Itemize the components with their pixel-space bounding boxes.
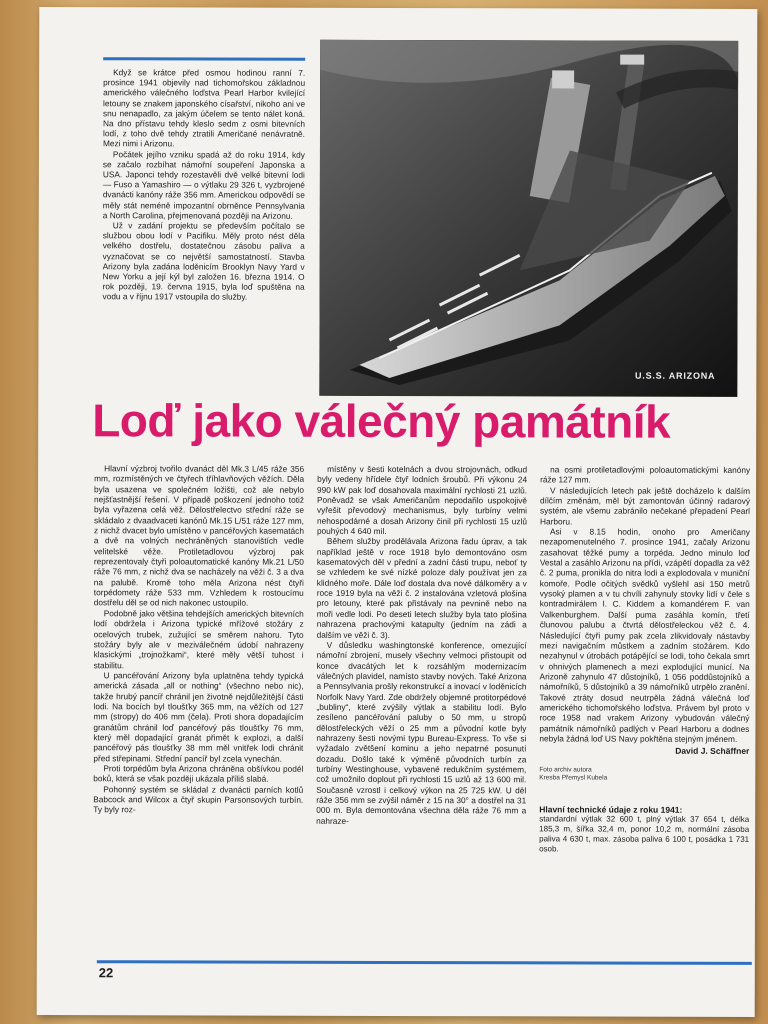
intro-paragraph: Už v zadání projektu se především počítalo se službou obou lodí v Pacifiku. Měly proto nést děla velkého dostřelu, dostatečnou zásobu paliva a vyznačovat se co největší samostatností. Stavba Arizony byla zadána loděnicím Brooklyn Navy Yard v New Yorku a její kýl byl založen 16. března 1914. O rok později, 19. června 1915, byla loď spuštěna na vodu a v říjnu 1917 vstoupila do služby.: [102, 220, 305, 303]
paragraph: V důsledku washingtonské konference, omezující námořní zbrojení, musely všechny velmoci přistoupit od konce dvacátých let k rozsáhlým modernizacím válečných plavidel, namísto stavby nových. Také Arizona a Pennsylvania prošly rekonstrukcí a inovací v loděnicích Norfolk Navy Yard. Zde obdržely objemné protitorpédové „bubliny“, které zvýšily výtlak a stabilitu lodí. Bylo zesíleno pancéřování paluby o 50 mm, u stropů dělostřeleckých věží o 25 mm a původní kotle byly nahrazeny šesti novými typu Bureau-Express. To vše si vyžadalo zvětšení kominu a jeho nepatrné posunutí dozadu. Došlo také k výměně původních turbín za turbíny Westinghouse, vybavené redukčním systémem, což umožnilo doplout při rychlosti 15 uzlů až 13 600 mil. Současně vzrostl i celkový výkon na 25 725 kW. U děl ráže 356 mm se zvýšil náměr z 15 na 30° a dostřel na 31 000 m. Byla demontována všechna děla ráže 76 mm a nahraze-: [316, 639, 527, 826]
specs-title: Hlavní technické údaje z roku 1941:: [539, 803, 683, 815]
author-name: David J. Schäffner: [675, 746, 750, 757]
intro-paragraph: Když se krátce před osmou hodinou ranní 7. prosince 1941 objevily nad tichomořskou základnou amerického válečného loďstva Pearl Harbor kvilející letouny se znakem japonského císařství, nikoho ani ve snu nenapadlo, za jakým účelem se tento nálet koná. Na dno přístavu tehdy kleslo sedm z osmi bitevních lodí, z toho dvě tehdy ztratili Američané nenávratně. Mezi nimi i Arizonu.: [102, 67, 306, 149]
column-1: [93, 463, 304, 964]
top-rule: [103, 57, 305, 61]
intro-paragraph: Počátek jejího vzniku spadá až do roku 1914, kdy se začalo rozbíhat námořní soupeření Japonska a USA. Japonci tehdy rozestavěli dvě velké bitevní lodi — Fuso a Yamashiro — o výtlaku 29 326 t, vyzbrojené dvanácti kanóny ráže 356 mm. Americkou odpovědí se měly stát neméně impozantní obrněnce Pennsylvania a North Carolina, přejmenovaná později na Arizonu.: [102, 148, 305, 221]
paragraph: U pancéřování Arizony byla uplatněna tehdy typická americká zásada „all or nothing“ (všechno nebo nic), takže hrubý pancíř chránil jen životně nejdůležitější části lodi. Na bocích byl tloušťky 365 mm, na věžích od 127 mm (stropy) do 406 mm (čela). Proti shora dopadajícím granátům chránil loď pancéřový pás tloušťky 76 mm, který měl dopadající granát přimět k explozi, a další pancéřový pás tloušťky 38 mm měl vnitřek lodi chránit před střepinami. Střední pancíř byl zcela vynechán.: [93, 670, 304, 764]
paragraph: V následujících letech pak ještě docházelo k dalším dílčím změnám, měl být zamontován účinný radarový systém, ale všemu zabránilo nečekané přepadení Pearl Harboru.: [539, 485, 751, 527]
page-number: 22: [98, 965, 114, 981]
column-2: [316, 464, 527, 965]
paragraph: Hlavní výzbroj tvořilo dvanáct děl Mk.3 L/45 ráže 356 mm, rozmístěných ve čtyřech tříhlavňových věžích. Děla byla usazena ve společném ložišti, což ale nebylo nejšťastnější řešení. V případě poškození jednoho totiž byla vyřazena celá věž. Dělostřelectvo střední ráže se skládalo z dvaadvaceti kanónů Mk.15 L/51 ráže 127 mm, z nichž dvacet bylo umístěno v pancéřových kasematách a dvě na volných nechráněných stanovištích vedle velitelské věže. Protiletadlovou výzbroj pak reprezentovaly čtyři poloautomatické kanóny Mk.21 L/50 ráže 76 mm, z nichž dva se nacházely na věži č. 3 a dva na palubě. Kromě toho měla Arizona nést čtyři torpédomety ráže 533 mm. Vzhledem k rostoucímu dostřelu děl se od nich nakonec ustoupilo.: [93, 463, 305, 609]
article-headline: Loď jako válečný památník: [92, 394, 671, 448]
magazine-page: [37, 7, 758, 1017]
photo-credits: [539, 766, 749, 783]
paragraph: Podobně jako většina tehdejších amerických bitevních lodí obdržela i Arizona typické mřížové stožáry z ocelových trubek, zužující se směrem nahoru. Tyto stožáry byly ale v meziválečném údobí nahrazeny klasickými „trojnožkami“, které měly větší tuhost i stabilitu.: [93, 608, 304, 670]
photo-caption: U.S.S. ARIZONA: [634, 370, 716, 381]
paragraph: Během služby prodělávala Arizona řadu úprav, a tak například ještě v roce 1918 bylo demontováno osm kasematových děl v přední a zadní části trupu, neboť ty se vzhledem ke své nízké poloze daly používat jen za klidného moře. Dále loď dostala dva nové dálkoměry a v roce 1919 byla na věži č. 2 instalována vzletová plošina pro letouny, které pak přistávaly na pevnině nebo na moři vedle lodi. Po deseti letech služby byla tato plošina nahrazena prachovými katapulty (jedním na zádi a dalším ve věži č. 3).: [316, 536, 527, 640]
paragraph: Asi v 8.15 hodin, onoho pro Američany nezapomenutelného 7. prosince 1941, začaly Arizonu zasahovat těžké pumy a torpéda. Jedno minulo loď Vestal a zasáhlo Arizonu na přídi, vzápětí dopadla za věž č. 2 puma, pronikla do nitra lodi a explodovala v muniční komoře. Podle očitých svědků vyšlehl asi 150 metrů vysoký plamen a v tu chvíli zahynuly stovky lidí v čele s kontradmirálem I. C. Kiddem a komandérem F. van Valkenburghem. Další puma zasáhla komín, třetí člunovou palubu a čtvrtá dělostřeleckou věž č. 4. Následující čtyři pumy pak zcela zlikvidovaly nástavby mezi navigačním můstkem a zadním stožárem. Kdo nezahynul v útrobách potápějící se lodi, toho čekala smrt v ohnivých plamenech a mezi explodující municí. Na Arizoně zahynulo 47 důstojníků, 1 056 poddůstojníků a námořníků, 5 důstojníků a 39 námořníků utrpělo zranění. Takové ztráty dosud neutrpěla žádná válečná loď amerického tichomořského loďstva. Právem byl proto v roce 1958 nad vrakem Arizony vybudován válečný památník námořníků padlých v Pearl Harboru a dodnes nebyla žádná loď US Navy pokřtěna stejným jménem.: [539, 526, 750, 744]
paragraph: Proti torpédům byla Arizona chráněna obšívkou podél boků, která se však později ukázala příliš slabá.: [93, 763, 304, 784]
paragraph: místěny v šesti kotelnách a dvou strojovnách, odkud byly vedeny hřídele čtyř lodních šroubů. Při výkonu 24 990 kW pak loď dosahovala maximální rychlosti 21 uzlů. Poněvadž se však Američanům nepodařilo uspokojivě vyřešit převodový mechanismus, byly turbíny velmi nehospodárné a dosah Arizony činil při rychlosti 15 uzlů pouhých 4 640 mil.: [316, 463, 528, 537]
intro-text: [103, 67, 306, 302]
paragraph: Pohonný systém se skládal z dvanácti parních kotlů Babcock and Wilcox a čtyř skupin Parsonsových turbín. Ty byly roz-: [93, 783, 304, 815]
specs-text: standardní výtlak 32 600 t, plný výtlak 37 654 t, délka 185,3 m, šířka 32,4 m, ponor 10,2 m, normální zásoba paliva 4 630 t, max. zásoba paliva 6 100 t, posádka 1 731 osob.: [539, 814, 750, 854]
article-body: [93, 463, 754, 965]
bottom-rule: [97, 960, 752, 965]
column-3: [539, 464, 750, 965]
credit-photo: Foto archiv autora: [539, 765, 592, 774]
paragraph: na osmi protiletadlovými poloautomatickými kanóny ráže 127 mm.: [540, 464, 751, 485]
battleship-photo: [319, 40, 738, 397]
credit-drawing: Kresba Přemysl Kubela: [539, 773, 608, 782]
